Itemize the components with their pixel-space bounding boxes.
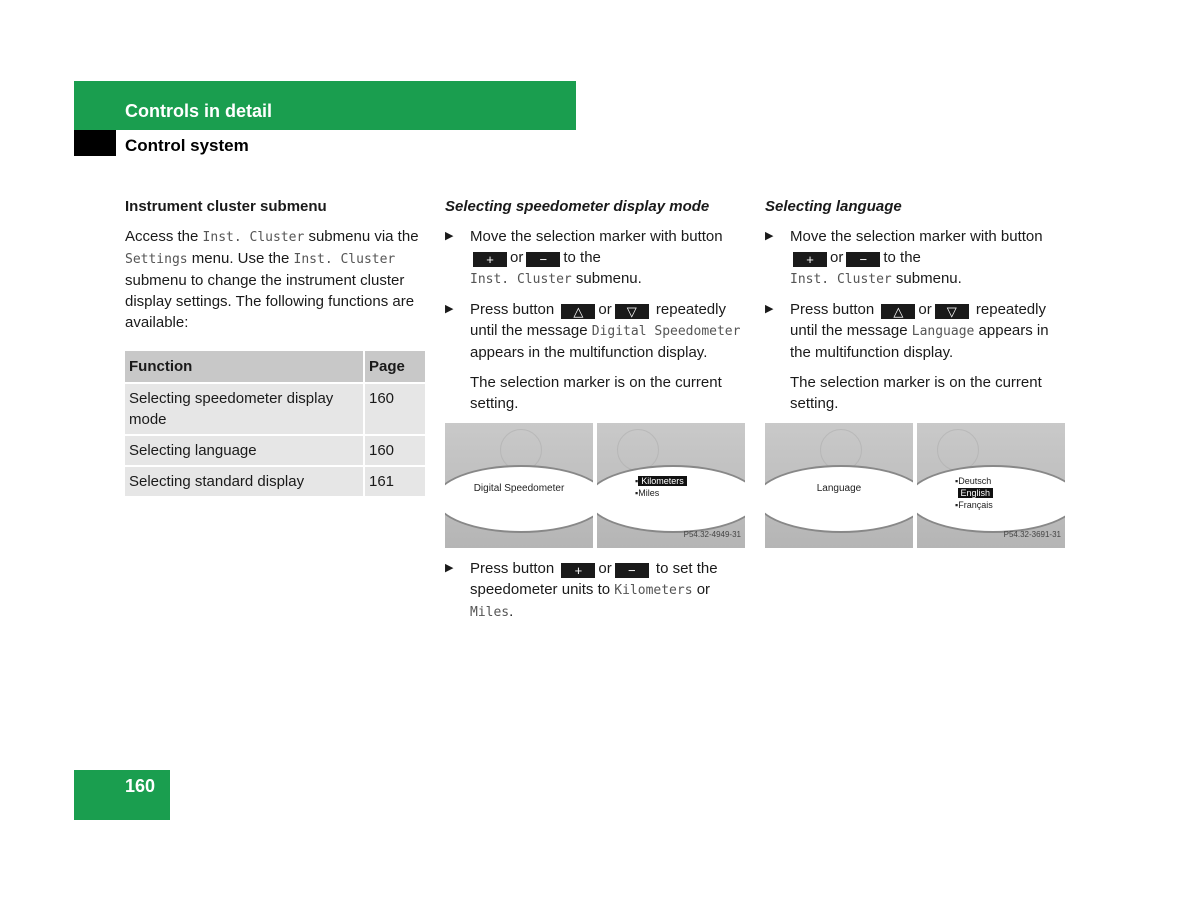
cell-page: 161 <box>364 466 425 496</box>
step-2: ▶ Press button △ or ▽ repeatedly until the message Digital Speedometer appears in the multifunction display. <box>445 301 741 361</box>
cell-function: Selecting speedometer display mode <box>125 383 364 435</box>
display-panel-left <box>765 423 913 548</box>
display-panel-left <box>445 423 593 548</box>
plus-button-icon: + <box>473 252 507 267</box>
down-button-icon: ▽ <box>935 304 969 319</box>
display-panel-right <box>917 423 1065 548</box>
cell-function: Selecting standard display <box>125 466 364 496</box>
function-table <box>125 351 425 496</box>
plus-button-icon: + <box>561 563 595 578</box>
header-page: Page <box>364 351 425 383</box>
menu-item: Deutsch <box>958 476 992 486</box>
table-row <box>125 383 425 435</box>
subsection-title: Control system <box>125 136 249 155</box>
column-speedometer <box>445 196 745 632</box>
cell-function: Selecting language <box>125 435 364 466</box>
step-3: ▶ Press button + or − to set the speedometer units to Kilometers or Miles. <box>445 560 718 620</box>
step-2: ▶ Press button △ or ▽ repeatedly until the message Language appears in the multifunction display. <box>765 301 1049 361</box>
col2-heading: Selecting speedometer display mode <box>445 198 710 215</box>
minus-button-icon: − <box>615 563 649 578</box>
page-number-box <box>74 770 170 820</box>
page-number: 160 <box>125 776 156 796</box>
col2-note: The selection marker is on the current setting. <box>470 374 722 412</box>
arrow-icon: ▶ <box>445 562 454 574</box>
menu-item: Miles <box>638 488 660 498</box>
up-button-icon: △ <box>881 304 915 319</box>
step-1: ▶ Move the selection marker with button + or − to the Inst. Cluster submenu. <box>765 228 1043 287</box>
down-button-icon: ▽ <box>615 304 649 319</box>
cell-page: 160 <box>364 435 425 466</box>
step-1: ▶ Move the selection marker with button + or − to the Inst. Cluster submenu. <box>445 228 723 287</box>
menu-item-selected: English <box>958 488 994 498</box>
display-text: Digital Speedometer <box>473 483 565 494</box>
plus-button-icon: + <box>793 252 827 267</box>
col1-paragraph: Access the Inst. Cluster submenu via the Settings menu. Use the Inst. Cluster submenu to change the instrument cluster display settings. The following functions are available: <box>125 228 419 331</box>
display-text: Language <box>816 483 862 494</box>
arrow-icon: ▶ <box>765 230 774 242</box>
table-row <box>125 466 425 496</box>
table-header-row <box>125 351 425 383</box>
display-panel-right <box>597 423 745 548</box>
display-menu: ▪ Kilometers ▪Miles <box>635 475 687 499</box>
header-function: Function <box>125 351 364 383</box>
up-button-icon: △ <box>561 304 595 319</box>
header-marker <box>74 130 116 156</box>
image-code: P54.32-4949-31 <box>683 530 741 539</box>
arrow-icon: ▶ <box>445 230 454 242</box>
menu-item: Français <box>958 500 993 510</box>
column-instrument-cluster <box>125 196 420 496</box>
arrow-icon: ▶ <box>765 303 774 315</box>
minus-button-icon: − <box>526 252 560 267</box>
col3-heading: Selecting language <box>765 198 902 215</box>
menu-item-selected: Kilometers <box>638 476 687 486</box>
minus-button-icon: − <box>846 252 880 267</box>
section-title: Controls in detail <box>125 101 273 121</box>
display-menu: ▪Deutsch English ▪Français <box>955 476 993 510</box>
col3-note: The selection marker is on the current setting. <box>790 374 1042 412</box>
cell-page: 160 <box>364 383 425 435</box>
column-language <box>765 196 1065 558</box>
language-illustration <box>765 423 1065 548</box>
table-row <box>125 435 425 466</box>
image-code: P54.32-3691-31 <box>1003 530 1061 539</box>
arrow-icon: ▶ <box>445 303 454 315</box>
speedometer-illustration <box>445 423 745 548</box>
col1-heading: Instrument cluster submenu <box>125 198 327 215</box>
